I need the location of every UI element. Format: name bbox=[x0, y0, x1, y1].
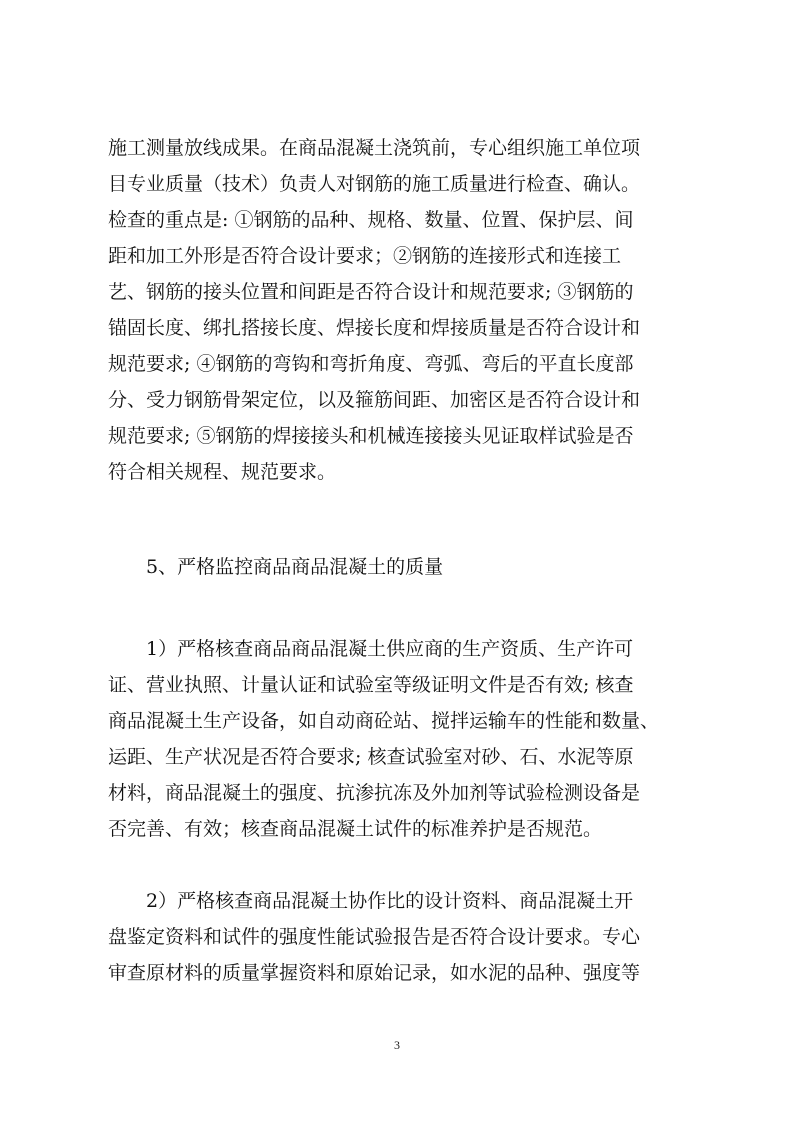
text-line: 材料，商品混凝土的强度、抗渗抗冻及外加剂等试验检测设备是 bbox=[108, 782, 641, 804]
text-line: 施工测量放线成果。在商品混凝土浇筑前，专心组织施工单位项 bbox=[108, 137, 641, 159]
text-line: 目专业质量（技术）负责人对钢筋的施工质量进行检查、确认。 bbox=[108, 173, 641, 195]
text-line: 否完善、有效；核查商品混凝土试件的标准养护是否规范。 bbox=[108, 818, 603, 840]
paragraph-rebar-inspection bbox=[108, 130, 692, 490]
text-line: 符合相关规程、规范要求。 bbox=[108, 461, 337, 483]
section-heading-block bbox=[108, 549, 692, 585]
text-line: 证、营业执照、计量认证和试验室等级证明文件是否有效; 核查 bbox=[108, 674, 634, 696]
text-line: 检查的重点是: ①钢筋的品种、规格、数量、位置、保护层、间 bbox=[108, 209, 634, 231]
text-line: 1）严格核查商品商品混凝土供应商的生产资质、生产许可 bbox=[146, 638, 634, 660]
text-line: 2）严格核查商品混凝土协作比的设计资料、商品混凝土开 bbox=[146, 890, 634, 912]
text-line: 审查原材料的质量掌握资料和原始记录，如水泥的品种、强度等 bbox=[108, 962, 641, 984]
paragraph-supplier-check bbox=[108, 631, 692, 847]
text-line: 盘鉴定资料和试件的强度性能试验报告是否符合设计要求。专心 bbox=[108, 926, 641, 948]
paragraph-mix-design-check bbox=[108, 883, 692, 991]
section-heading: 5、严格监控商品商品混凝土的质量 bbox=[146, 556, 444, 578]
text-line: 距和加工外形是否符合设计要求；②钢筋的连接形式和连接工 bbox=[108, 245, 622, 267]
text-line: 艺、钢筋的接头位置和间距是否符合设计和规范要求; ③钢筋的 bbox=[108, 281, 634, 303]
text-line: 规范要求; ④钢筋的弯钩和弯折角度、弯弧、弯后的平直长度部 bbox=[108, 353, 634, 375]
text-line: 运距、生产状况是否符合要求; 核查试验室对砂、石、水泥等原 bbox=[108, 746, 634, 768]
text-line: 规范要求; ⑤钢筋的焊接接头和机械连接接头见证取样试验是否 bbox=[108, 425, 634, 447]
page-number: 3 bbox=[394, 1038, 400, 1052]
text-line: 分、受力钢筋骨架定位，以及箍筋间距、加密区是否符合设计和 bbox=[108, 389, 641, 411]
text-line: 商品混凝土生产设备，如自动商砼站、搅拌运输车的性能和数量、 bbox=[108, 710, 660, 732]
text-line: 锚固长度、绑扎搭接长度、焊接长度和焊接质量是否符合设计和 bbox=[108, 317, 641, 339]
